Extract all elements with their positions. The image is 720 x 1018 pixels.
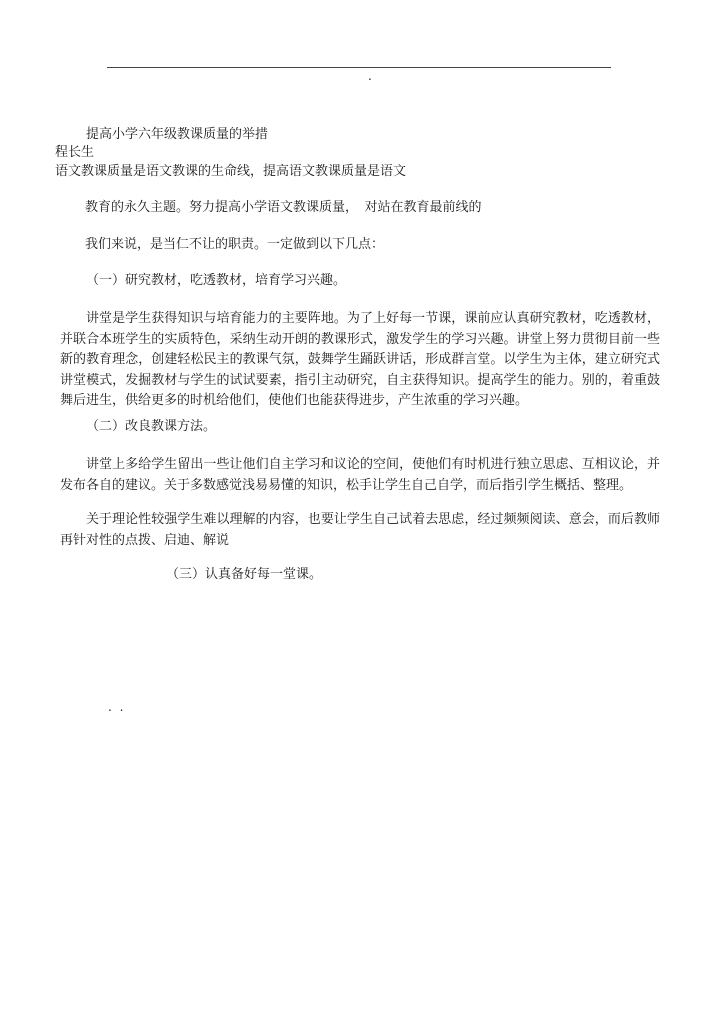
section-3-heading: （三）认真备好每一堂课。 bbox=[166, 567, 323, 582]
document-author: 程长生 bbox=[55, 145, 95, 160]
header-dot: . bbox=[368, 69, 372, 83]
section-1-body: 讲堂是学生获得知识与培育能力的主要阵地。为了上好每一节课，课前应认真研究教材，吃透教材，并联合本班学生的实质特色，采纳生动开朗的教课形式，激发学生的学习兴趣。讲堂上努力贯彻目前一些新的教育理念，创建轻松民主的教课气氛，鼓舞学生踊跃讲话，形成群言堂。以学生为主体，建立研究式讲堂模式，发掘教材与学生的试试要素，指引主动研究，自主获得知识。提高学生的能力。别的，着重鼓舞后进生，供给更多的时机给他们，使他们也能获得进步，产生浓重的学习兴趣。 bbox=[60, 311, 660, 408]
section-2-heading: （二）改良教课方法。 bbox=[86, 419, 217, 434]
section-2-paragraph-1: 讲堂上多给学生留出一些让他们自主学习和议论的空间，使他们有时机进行独立思虑、互相议论，并发布各自的建议。关于多数感觉浅易易懂的知识，松手让学生自己自学，而后指引学生概括、整理。 bbox=[60, 457, 660, 493]
intro-line-3: 我们来说，是当仁不让的职责。一定做到以下几点： bbox=[85, 237, 385, 252]
footer-dots: . . bbox=[108, 700, 126, 714]
document-title: 提高小学六年级教课质量的举措 bbox=[86, 127, 269, 142]
header-rule bbox=[107, 67, 611, 68]
section-1-heading: （一）研究教材，吃透教材，培育学习兴趣。 bbox=[86, 273, 347, 288]
intro-line-1: 语文教课质量是语文教课的生命线，提高语文教课质量是语文 bbox=[55, 164, 407, 179]
intro-line-2: 教育的永久主题。努力提高小学语文教课质量， 对站在教育最前线的 bbox=[85, 200, 482, 215]
section-2-paragraph-2: 关于理论性较强学生难以理解的内容，也要让学生自己试着去思虑，经过频频阅读、意会，而后教师再针对性的点拨、启迪、解说 bbox=[60, 512, 660, 548]
